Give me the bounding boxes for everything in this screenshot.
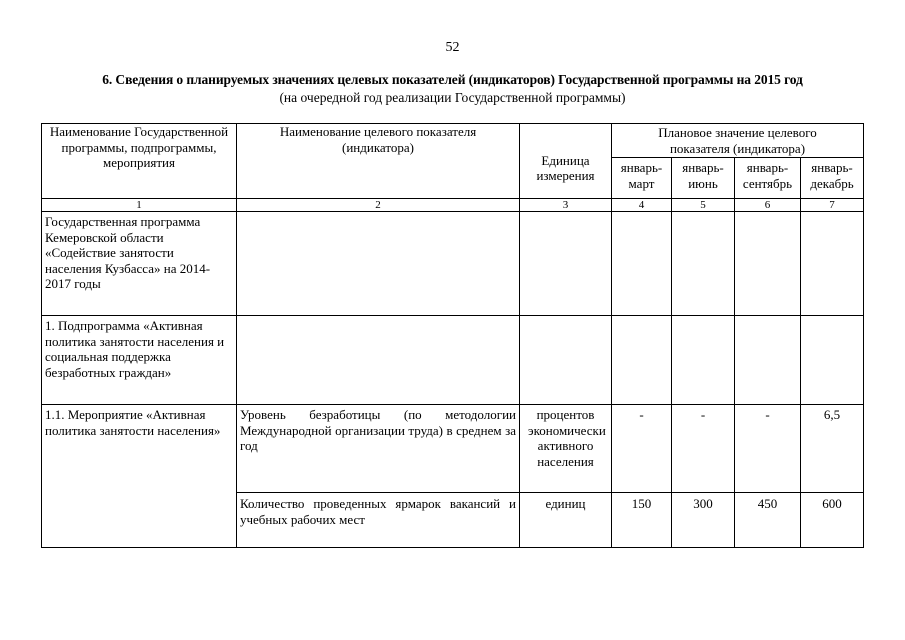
value-cell — [801, 316, 864, 405]
indicator-cell: Количество проведенных ярмарок вакансий и учебных рабочих мест — [237, 493, 520, 548]
header-row-1 — [42, 124, 864, 158]
value-cell — [672, 316, 735, 405]
program-name-cell: Государственная программа Кемеровской области «Содействие занятости населения Кузбасса» на 2014-2017 годы — [42, 212, 237, 316]
unit-cell: процентов экономически активного населения — [520, 405, 612, 493]
column-number: 3 — [520, 199, 612, 212]
page-number: 52 — [445, 40, 460, 55]
column-numbers-row — [42, 199, 864, 212]
value-q3-cell: - — [735, 405, 801, 493]
value-q1-cell: - — [612, 405, 672, 493]
header-plan-value: Плановое значение целевого показателя (индикатора) — [612, 124, 864, 158]
activity-name-cell: 1.1. Мероприятие «Активная политика занятости населения» — [42, 405, 237, 548]
value-q2-cell: 300 — [672, 493, 735, 548]
header-q4: январь-декабрь — [801, 158, 864, 199]
section-title: 6. Сведения о планируемых значениях целевых показателей (индикаторов) Государственной программы на 2015 год — [102, 72, 803, 87]
table-row — [42, 405, 864, 493]
value-cell — [672, 212, 735, 316]
value-q4-cell: 600 — [801, 493, 864, 548]
value-cell — [612, 316, 672, 405]
table-row — [42, 212, 864, 316]
value-cell — [735, 212, 801, 316]
value-cell — [735, 316, 801, 405]
indicator-cell: Уровень безработицы (по методологии Международной организации труда) в среднем за год — [237, 405, 520, 493]
column-number: 6 — [735, 199, 801, 212]
header-q2: январь-июнь — [672, 158, 735, 199]
value-q4-cell: 6,5 — [801, 405, 864, 493]
unit-cell — [520, 316, 612, 405]
header-q1: январь-март — [612, 158, 672, 199]
header-program-name: Наименование Государственной программы, подпрограммы, мероприятия — [42, 124, 237, 199]
section-subtitle: (на очередной год реализации Государственной программы) — [279, 90, 626, 105]
indicators-table — [41, 123, 864, 548]
table-row — [42, 316, 864, 405]
unit-cell: единиц — [520, 493, 612, 548]
header-indicator-name: Наименование целевого показателя (индикатора) — [237, 124, 520, 199]
header-q3: январь-сентябрь — [735, 158, 801, 199]
value-q1-cell: 150 — [612, 493, 672, 548]
column-number: 2 — [237, 199, 520, 212]
column-number: 4 — [612, 199, 672, 212]
value-cell — [801, 212, 864, 316]
unit-cell — [520, 212, 612, 316]
indicator-cell — [237, 212, 520, 316]
column-number: 5 — [672, 199, 735, 212]
header-unit: Единица измерения — [520, 124, 612, 199]
value-cell — [612, 212, 672, 316]
value-q2-cell: - — [672, 405, 735, 493]
value-q3-cell: 450 — [735, 493, 801, 548]
indicator-cell — [237, 316, 520, 405]
column-number: 7 — [801, 199, 864, 212]
subprogram-name-cell: 1. Подпрограмма «Активная политика занятости населения и социальная поддержка безработных граждан» — [42, 316, 237, 405]
column-number: 1 — [42, 199, 237, 212]
